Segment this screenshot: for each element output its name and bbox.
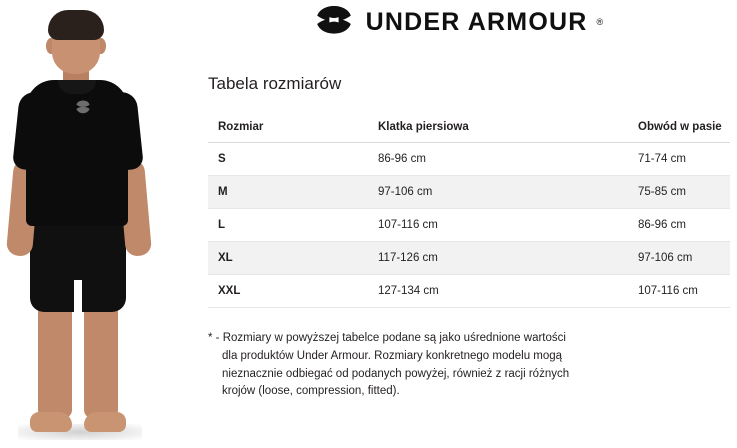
footnote-line-2: dla produktów Under Armour. Rozmiary konkretnego modelu mogą: [222, 349, 563, 362]
cell-size: S: [208, 143, 368, 176]
footnote-line-4: krojów (loose, compression, fitted).: [222, 385, 400, 398]
cell-chest: 127-134 cm: [368, 275, 628, 308]
table-row: [208, 176, 730, 209]
cell-chest: 117-126 cm: [368, 242, 628, 275]
footnote-line-3: nieznacznie odbiegać od podanych powyżej, również z racji różnych: [222, 367, 570, 380]
page-title: Tabela rozmiarów: [208, 74, 342, 93]
table-header-row: [208, 112, 730, 143]
cell-size: L: [208, 209, 368, 242]
under-armour-logo-icon: [311, 5, 357, 40]
cell-waist: 75-85 cm: [628, 176, 730, 209]
brand-header: [178, 0, 737, 44]
photo-foot-left: [30, 412, 72, 432]
column-header-size: Rozmiar: [208, 112, 368, 143]
shirt-logo-icon: [72, 100, 94, 114]
table-row: [208, 143, 730, 176]
cell-size: M: [208, 176, 368, 209]
cell-chest: 86-96 cm: [368, 143, 628, 176]
column-header-waist: Obwód w pasie: [628, 112, 730, 143]
size-chart-table: [208, 112, 730, 308]
registered-trademark-mark: ®: [596, 17, 605, 27]
footnote: [208, 330, 678, 401]
cell-chest: 107-116 cm: [368, 209, 628, 242]
brand-name: UNDER ARMOUR: [365, 7, 588, 36]
column-header-chest: Klatka piersiowa: [368, 112, 628, 143]
photo-hair: [48, 10, 104, 40]
footnote-line-1: * - Rozmiary w powyższej tabelce podane są jako uśrednione wartości: [208, 332, 566, 344]
brand-lockup: [311, 5, 605, 40]
product-photo: [0, 0, 178, 448]
photo-leg-left: [38, 300, 72, 418]
cell-size: XXL: [208, 275, 368, 308]
photo-foot-right: [84, 412, 126, 432]
cell-waist: 97-106 cm: [628, 242, 730, 275]
cell-chest: 97-106 cm: [368, 176, 628, 209]
photo-shorts-gap: [74, 280, 82, 314]
cell-waist: 107-116 cm: [628, 275, 730, 308]
size-chart-section: [178, 44, 737, 448]
cell-waist: 86-96 cm: [628, 209, 730, 242]
table-row: [208, 242, 730, 275]
table-row: [208, 275, 730, 308]
cell-size: XL: [208, 242, 368, 275]
photo-leg-right: [84, 300, 118, 418]
table-row: [208, 209, 730, 242]
cell-waist: 71-74 cm: [628, 143, 730, 176]
